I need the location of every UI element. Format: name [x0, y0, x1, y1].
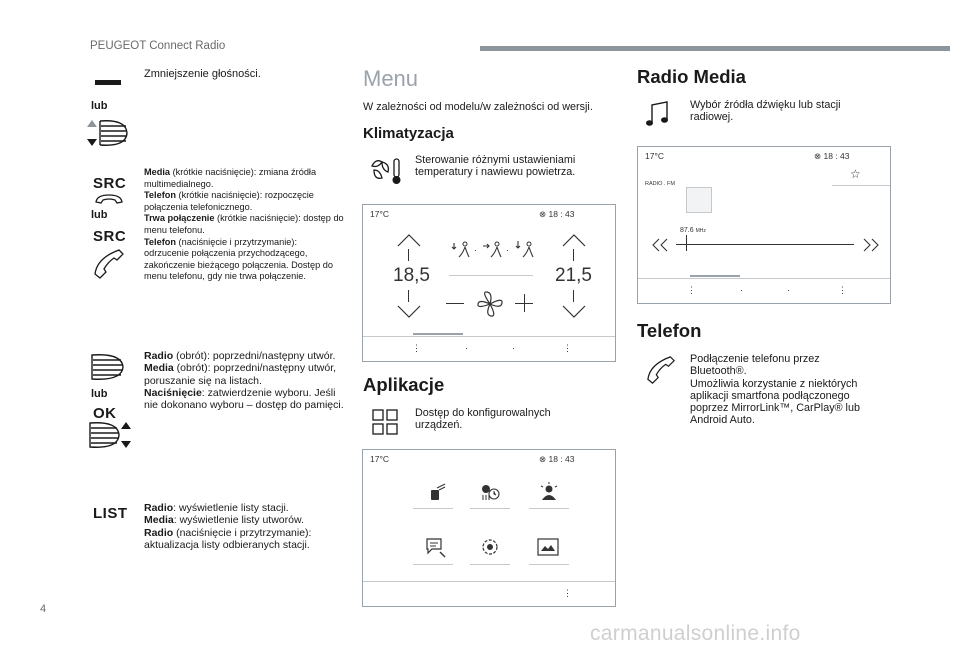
fan-minus-icon[interactable] — [446, 303, 464, 304]
src-bold-2: Telefon — [144, 190, 176, 201]
airflow-face-icon[interactable] — [449, 239, 473, 261]
radio-clock-value: 18 : 43 — [823, 151, 850, 161]
apps-grid-icon — [372, 409, 398, 435]
src-label-bottom: SRC — [93, 228, 127, 245]
wheel-bold-3: Naciśnięcie — [144, 386, 202, 399]
phone-title: Telefon — [637, 320, 702, 341]
lub-label-1: lub — [91, 100, 108, 112]
fan-plus-icon[interactable] — [515, 294, 533, 312]
phone-line-2: Bluetooth®. — [690, 365, 747, 378]
header-bar — [480, 46, 950, 51]
apps-underline-5 — [470, 564, 510, 565]
apps-description: Dostęp do konfigurowalnych urządzeń. — [415, 407, 551, 432]
phone-line-5: poprzez MirrorLink™, CarPlay® lub — [690, 402, 860, 415]
wheel-text-1: (obrót): poprzedni/następny utwór. — [173, 350, 336, 362]
screen-bottom-divider — [363, 336, 615, 337]
list-text-1: : wyświetlenie listy stacji. — [173, 502, 289, 514]
station-artwork — [686, 187, 712, 213]
phone-description — [690, 353, 890, 427]
apps-outside-temp: 17°C — [370, 454, 389, 464]
music-note-icon — [645, 100, 671, 128]
lub-label-2: lub — [91, 209, 108, 221]
apps-bottom-divider — [363, 581, 615, 582]
radio-dot-1: · — [740, 285, 743, 295]
apps-screen — [362, 449, 616, 607]
list-bold-2: Media — [144, 514, 174, 527]
airflow-sep-1: · — [474, 245, 477, 255]
phone-line-4: aplikacji smartfona podłączonego — [690, 389, 850, 402]
list-bold-3: Radio — [144, 526, 174, 539]
roller-icon — [90, 352, 126, 382]
right-temp-line-top — [573, 249, 574, 261]
app-settings-icon[interactable] — [479, 536, 501, 558]
app-gallery-icon[interactable] — [537, 538, 559, 556]
apps-title: Aplikacje — [363, 374, 445, 395]
watermark: carmanualsonline.info — [590, 622, 801, 645]
radio-dot-2: · — [787, 285, 790, 295]
src-text-1: (krótkie naciśnięcie): zmiana źródła multimedialnego. — [144, 167, 317, 189]
phone-line-6: Android Auto. — [690, 414, 755, 427]
wheel-bold-1: Radio — [144, 350, 174, 362]
tuning-scale — [676, 244, 854, 245]
star-icon[interactable]: ☆ — [850, 167, 861, 181]
src-label-top: SRC — [93, 175, 127, 192]
src-text-2: (krótkie naciśnięcie): rozpoczęcie połączenia telefonicznego. — [144, 190, 314, 212]
apps-clock: ⊗ 18 : 43 — [539, 454, 575, 464]
airflow-divider — [449, 275, 533, 276]
radio-menu-dots[interactable]: ⋮ — [687, 285, 696, 295]
app-connected-icon[interactable] — [427, 482, 447, 502]
radio-media-title: Radio Media — [637, 66, 746, 87]
list-label: LIST — [93, 505, 128, 522]
app-message-icon[interactable] — [425, 536, 447, 558]
climate-icon — [368, 156, 404, 186]
apps-clock-value: 18 : 43 — [548, 454, 575, 464]
left-temp-line-top — [408, 249, 409, 261]
page-number: 4 — [40, 603, 47, 615]
clock: ⊗ 18 : 43 — [539, 209, 575, 219]
volume-down-text: Zmniejszenie głośności. — [144, 68, 261, 80]
climate-description: Sterowanie różnymi ustawieniami temperatury i nawiewu powietrza. — [415, 154, 576, 179]
bottom-menu-dots[interactable]: ⋮ — [412, 343, 421, 353]
radio-unit: MHz — [695, 228, 706, 234]
wheel-bold-2: Media — [144, 362, 174, 375]
roller-updown-icon — [88, 420, 132, 450]
phone-line-1: Podłączenie telefonu przez — [690, 353, 820, 365]
app-user-icon[interactable] — [539, 482, 559, 502]
radio-freq-label — [680, 227, 706, 234]
fan-icon — [475, 289, 505, 319]
left-temp-down-icon[interactable] — [397, 305, 421, 319]
bottom-dot-1: · — [465, 343, 468, 353]
list-bold-1: Radio — [144, 502, 174, 514]
right-temp-up-icon[interactable] — [562, 233, 586, 247]
lub-label-3: lub — [91, 388, 108, 400]
radio-screen — [637, 146, 891, 304]
src-bold-1: Media — [144, 167, 171, 177]
radio-media-description: Wybór źródła dźwięku lub stacji radiowej. — [690, 99, 841, 124]
apps-underline-3 — [529, 508, 569, 509]
menu-title: Menu — [363, 66, 419, 91]
minus-icon — [95, 80, 121, 85]
src-bold-3: Trwa połączenie — [144, 213, 215, 224]
apps-underline-2 — [470, 508, 510, 509]
apps-menu-dots[interactable]: ⋮ — [563, 588, 572, 598]
seek-forward-icon[interactable] — [858, 238, 880, 252]
left-temp: 18,5 — [393, 265, 430, 286]
src-text-3: (krótkie naciśnięcie): dostęp do menu telefonu. — [144, 213, 344, 235]
list-text-2: : wyświetlenie listy utworów. — [173, 514, 304, 527]
climate-screen — [362, 204, 616, 362]
radio-clock: ⊗ 18 : 43 — [814, 151, 850, 161]
handset-icon — [93, 192, 125, 206]
src-bold-4: Telefon — [144, 236, 176, 247]
ok-label: OK — [93, 405, 117, 422]
phone-line-3: Umożliwia korzystanie z niektórych — [690, 377, 858, 390]
right-temp: 21,5 — [555, 265, 592, 286]
radio-top-divider — [832, 185, 890, 186]
airflow-feet-icon[interactable] — [513, 239, 537, 261]
wheel-text-3: : zatwierdzenie wyboru. Jeśli nie dokonano wyboru – dostęp do pamięci. — [144, 386, 344, 412]
header-title: PEUGEOT Connect Radio — [90, 40, 226, 52]
src-description — [144, 167, 344, 283]
phone-handset-icon — [646, 355, 676, 385]
radio-freq: 87.6 — [680, 227, 694, 234]
airflow-sep-2: · — [506, 245, 509, 255]
seek-back-icon[interactable] — [651, 238, 673, 252]
right-temp-down-icon[interactable] — [562, 305, 586, 319]
radio-bottom-divider — [638, 278, 890, 279]
list-text-3: (naciśnięcie i przytrzymanie): aktualizacja listy odbieranych stacji. — [144, 526, 312, 551]
screen-page-indicator — [413, 333, 463, 335]
phone-icon — [93, 248, 125, 280]
menu-description: W zależności od modelu/w zależności od wersji. — [363, 101, 593, 113]
apps-underline-1 — [413, 508, 453, 509]
bottom-dot-2: · — [512, 343, 515, 353]
wheel-description — [144, 350, 352, 411]
clock-value: 18 : 43 — [548, 209, 575, 219]
wheel-text-2: (obrót): poprzedni/następny utwór, poruszanie się na listach. — [144, 362, 337, 387]
bottom-menu-dots-right[interactable]: ⋮ — [563, 343, 572, 353]
apps-underline-6 — [529, 564, 569, 565]
tuning-needle — [686, 235, 687, 251]
radio-source: RADIO . FM — [645, 181, 675, 187]
climate-title: Klimatyzacja — [363, 125, 454, 142]
apps-underline-4 — [413, 564, 453, 565]
outside-temp: 17°C — [370, 209, 389, 219]
radio-menu-dots-right[interactable]: ⋮ — [838, 285, 847, 295]
airflow-body-icon[interactable] — [481, 239, 505, 261]
src-text-4: (naciśnięcie i przytrzymanie): odrzucenie połączenia przychodzącego, zakończenie bieżącego połączenia. Dostęp do menu telefonu, gdy nie trwa połączenie. — [144, 236, 333, 282]
app-climate-timer-icon[interactable] — [479, 482, 501, 502]
left-temp-line-bottom — [408, 290, 409, 302]
left-temp-up-icon[interactable] — [397, 233, 421, 247]
radio-outside-temp: 17°C — [645, 151, 664, 161]
roller-up-icon — [86, 118, 130, 148]
radio-page-indicator — [690, 275, 740, 277]
right-temp-line-bottom — [573, 290, 574, 302]
list-description — [144, 502, 352, 551]
